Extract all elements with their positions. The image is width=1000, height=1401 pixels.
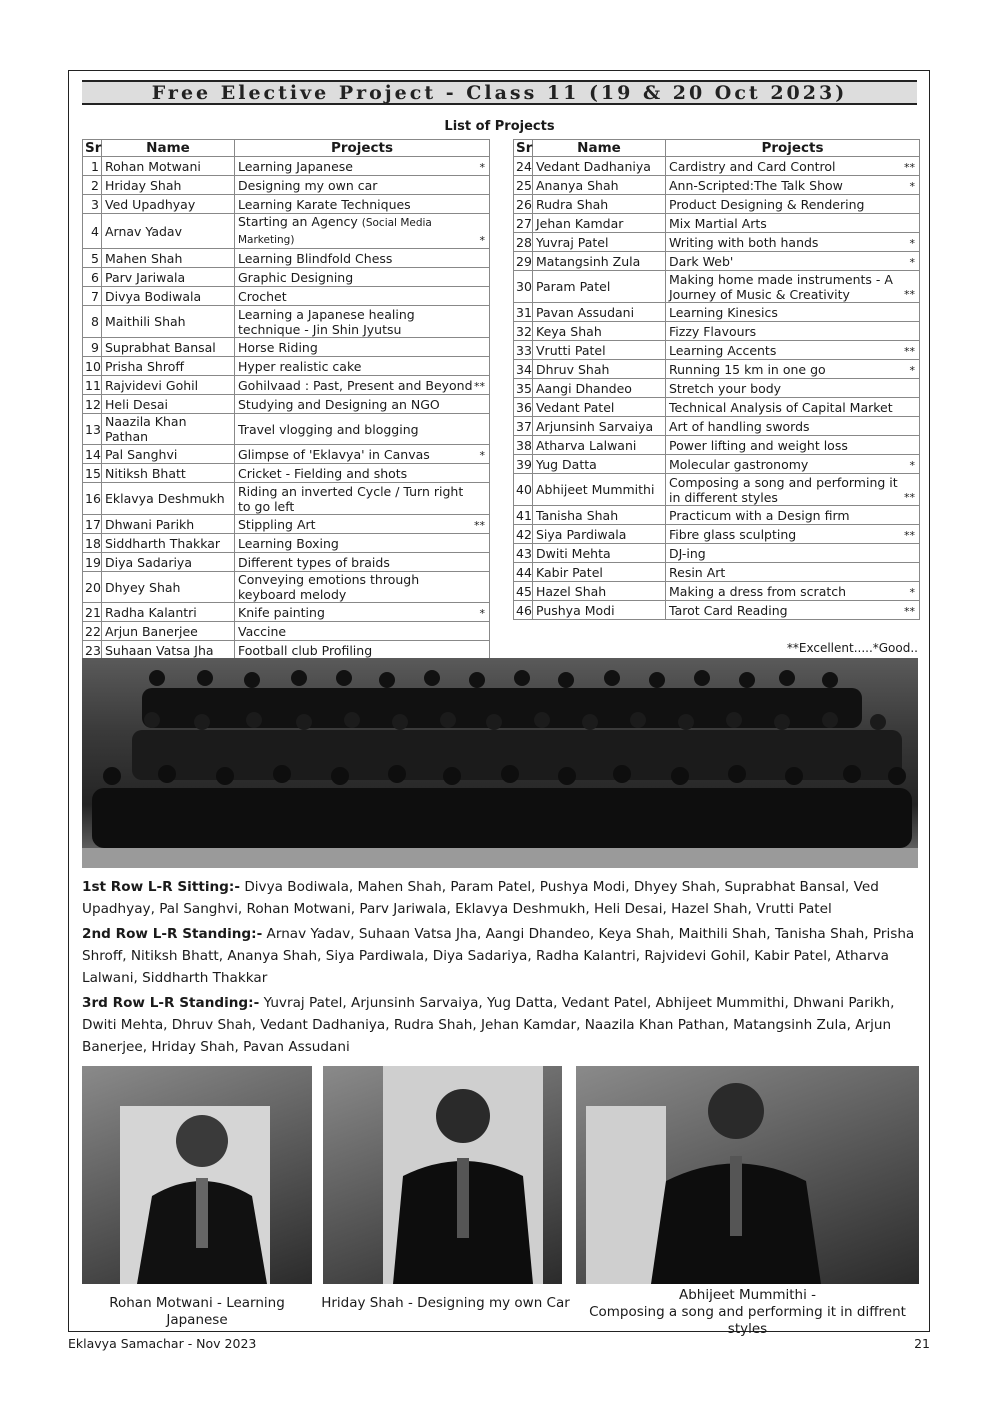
row-name: Rohan Motwani bbox=[102, 157, 235, 176]
row-name: Divya Bodiwala bbox=[102, 287, 235, 306]
row-project bbox=[666, 525, 920, 544]
row-project bbox=[235, 357, 490, 376]
project-text: Ann-Scripted:The Talk Show bbox=[669, 177, 843, 193]
row-name: Rajvidevi Gohil bbox=[102, 376, 235, 395]
table-row bbox=[83, 176, 490, 195]
project-text: Learning Accents bbox=[669, 342, 777, 358]
row-sr: 23 bbox=[83, 641, 102, 660]
page-title: Free Elective Project - Class 11 (19 & 20 Oct 2023) bbox=[151, 82, 848, 104]
row-name: Nitiksh Bhatt bbox=[102, 464, 235, 483]
row-sr: 5 bbox=[83, 249, 102, 268]
group-photo-figures bbox=[82, 658, 918, 868]
row-sr: 42 bbox=[514, 525, 533, 544]
row-name: Dhyey Shah bbox=[102, 572, 235, 603]
project-text: Dark Web' bbox=[669, 253, 734, 269]
row-sr: 6 bbox=[83, 268, 102, 287]
table-row bbox=[514, 379, 920, 398]
row-sr: 40 bbox=[514, 474, 533, 506]
row-project bbox=[666, 398, 920, 417]
table-row bbox=[514, 157, 920, 176]
rating-star: * bbox=[909, 364, 915, 377]
row-project bbox=[666, 601, 920, 620]
project-text: Glimpse of 'Eklavya' in Canvas bbox=[238, 446, 430, 462]
rating-star: * bbox=[479, 234, 485, 247]
row-name: Radha Kalantri bbox=[102, 603, 235, 622]
row-project bbox=[235, 268, 490, 287]
table-row bbox=[83, 641, 490, 660]
row-name: Kabir Patel bbox=[533, 563, 666, 582]
project-text: Molecular gastronomy bbox=[669, 456, 809, 472]
table-row bbox=[514, 252, 920, 271]
row-project bbox=[235, 553, 490, 572]
row-sr: 35 bbox=[514, 379, 533, 398]
row-project bbox=[666, 322, 920, 341]
table-row bbox=[83, 357, 490, 376]
row-project bbox=[666, 544, 920, 563]
rating-star: ** bbox=[904, 491, 915, 504]
row-sr: 26 bbox=[514, 195, 533, 214]
row-project bbox=[235, 445, 490, 464]
table-row bbox=[514, 474, 920, 506]
project-text: Stippling Art bbox=[238, 516, 316, 532]
row-project bbox=[235, 622, 490, 641]
photo-abhijeet bbox=[576, 1066, 919, 1284]
project-text: Travel vlogging and blogging bbox=[238, 421, 419, 437]
table-row bbox=[83, 287, 490, 306]
table-row bbox=[83, 572, 490, 603]
rating-legend: **Excellent.....*Good.. bbox=[786, 641, 918, 655]
project-text: Riding an inverted Cycle / Turn right to go left bbox=[238, 483, 464, 514]
project-text: Studying and Designing an NGO bbox=[238, 396, 440, 412]
project-text: Practicum with a Design firm bbox=[669, 507, 850, 523]
photo-rohan bbox=[82, 1066, 312, 1284]
row-sr: 46 bbox=[514, 601, 533, 620]
header-sr: Sr bbox=[83, 140, 102, 157]
row-sr: 19 bbox=[83, 553, 102, 572]
row-project bbox=[235, 338, 490, 357]
row-sr: 8 bbox=[83, 306, 102, 338]
header-name: Name bbox=[102, 140, 235, 157]
row-sr: 34 bbox=[514, 360, 533, 379]
row-name: Atharva Lalwani bbox=[533, 436, 666, 455]
table-row bbox=[83, 395, 490, 414]
row-name: Naazila Khan Pathan bbox=[102, 414, 235, 445]
rating-star: * bbox=[479, 449, 485, 462]
row-name: Mahen Shah bbox=[102, 249, 235, 268]
list-heading: List of Projects bbox=[444, 119, 555, 134]
footer-publication: Eklavya Samachar - Nov 2023 bbox=[68, 1336, 257, 1351]
rating-star: * bbox=[479, 607, 485, 620]
row-name: Dwiti Mehta bbox=[533, 544, 666, 563]
row-project bbox=[235, 195, 490, 214]
row-name: Maithili Shah bbox=[102, 306, 235, 338]
table-row bbox=[83, 195, 490, 214]
project-text: Art of handling swords bbox=[669, 418, 810, 434]
project-text: Vaccine bbox=[238, 623, 287, 639]
caption-hriday: Hriday Shah - Designing my own Car bbox=[321, 1295, 570, 1311]
table-row bbox=[83, 306, 490, 338]
row-project bbox=[235, 395, 490, 414]
project-text: Tarot Card Reading bbox=[669, 602, 788, 618]
row-project bbox=[235, 157, 490, 176]
table-row bbox=[83, 515, 490, 534]
project-text: Stretch your body bbox=[669, 380, 782, 396]
project-text: Different types of braids bbox=[238, 554, 390, 570]
project-text: Power lifting and weight loss bbox=[669, 437, 848, 453]
table-row bbox=[83, 553, 490, 572]
table-row bbox=[83, 338, 490, 357]
table-row bbox=[83, 464, 490, 483]
project-text: Crochet bbox=[238, 288, 287, 304]
row-sr: 4 bbox=[83, 214, 102, 249]
group-photo-names bbox=[82, 876, 924, 1061]
row-sr: 45 bbox=[514, 582, 533, 601]
row-name: Arjunsinh Sarvaiya bbox=[533, 417, 666, 436]
row-sr: 13 bbox=[83, 414, 102, 445]
table-row bbox=[514, 398, 920, 417]
table-row bbox=[83, 414, 490, 445]
project-text: Learning Boxing bbox=[238, 535, 339, 551]
row-name: Suhaan Vatsa Jha bbox=[102, 641, 235, 660]
row-name: Abhijeet Mummithi bbox=[533, 474, 666, 506]
row-name: Suprabhat Bansal bbox=[102, 338, 235, 357]
row-sr: 30 bbox=[514, 271, 533, 303]
row-name: Param Patel bbox=[533, 271, 666, 303]
project-text: Designing my own car bbox=[238, 177, 378, 193]
project-text: Cardistry and Card Control bbox=[669, 158, 836, 174]
row-sr: 20 bbox=[83, 572, 102, 603]
row-name: Siddharth Thakkar bbox=[102, 534, 235, 553]
photo-rohan-figure bbox=[82, 1066, 312, 1284]
row-project bbox=[666, 455, 920, 474]
row-project bbox=[666, 252, 920, 271]
row-project bbox=[235, 249, 490, 268]
project-text: Learning Japanese bbox=[238, 158, 353, 174]
row-name: Vedant Patel bbox=[533, 398, 666, 417]
row-sr: 28 bbox=[514, 233, 533, 252]
project-text: Learning a Japanese healing technique - Jin Shin Jyutsu bbox=[238, 306, 415, 337]
names-row-2: 2nd Row L-R Standing:- Arnav Yadav, Suhaan Vatsa Jha, Aangi Dhandeo, Keya Shah, Maithili Shah, Tanisha Shah, Prisha Shroff, Nitiksh Bhatt, Ananya Shah, Siya Pardiwala, Diya Sadariya, Radha Kalantri, Rajvidevi Gohil, Kabir Patel, Atharva Lalwani, Siddharth Thakkar bbox=[82, 926, 915, 986]
row-name: Vedant Dadhaniya bbox=[533, 157, 666, 176]
project-text: Composing a song and performing it in different styles bbox=[669, 474, 898, 505]
row-name: Matangsinh Zula bbox=[533, 252, 666, 271]
row-sr: 1 bbox=[83, 157, 102, 176]
row-project bbox=[666, 214, 920, 233]
rating-star: ** bbox=[904, 161, 915, 174]
names-row-1: 1st Row L-R Sitting:- Divya Bodiwala, Mahen Shah, Param Patel, Pushya Modi, Dhyey Shah, Suprabhat Bansal, Ved Upadhyay, Pal Sanghvi, Rohan Motwani, Parv Jariwala, Eklavya Deshmukh, Heli Desai, Hazel Shah, Vrutti Patel bbox=[82, 879, 879, 917]
table-row bbox=[514, 176, 920, 195]
rating-star: * bbox=[909, 586, 915, 599]
project-text: Resin Art bbox=[669, 564, 726, 580]
project-text: Product Designing & Rendering bbox=[669, 196, 865, 212]
row-name: Prisha Shroff bbox=[102, 357, 235, 376]
row-project bbox=[235, 414, 490, 445]
row-sr: 11 bbox=[83, 376, 102, 395]
table-row bbox=[514, 341, 920, 360]
row-project bbox=[235, 534, 490, 553]
row-sr: 32 bbox=[514, 322, 533, 341]
project-text: Hyper realistic cake bbox=[238, 358, 362, 374]
row-sr: 22 bbox=[83, 622, 102, 641]
header-name: Name bbox=[533, 140, 666, 157]
row-sr: 18 bbox=[83, 534, 102, 553]
project-text: Cricket - Fielding and shots bbox=[238, 465, 408, 481]
caption-abhijeet: Abhijeet Mummithi - Composing a song and performing it in diffrent styles bbox=[589, 1287, 906, 1337]
table-row bbox=[514, 525, 920, 544]
row-project bbox=[666, 341, 920, 360]
rating-star: ** bbox=[904, 605, 915, 618]
table-row bbox=[514, 506, 920, 525]
row-project bbox=[666, 563, 920, 582]
table-row bbox=[514, 322, 920, 341]
row-name: Keya Shah bbox=[533, 322, 666, 341]
project-text: Making a dress from scratch bbox=[669, 583, 847, 599]
row-project bbox=[235, 376, 490, 395]
rating-star: ** bbox=[474, 380, 485, 393]
row-project bbox=[666, 582, 920, 601]
project-text: Football club Profiling bbox=[238, 642, 373, 658]
row-name: Ved Upadhyay bbox=[102, 195, 235, 214]
projects-table-right bbox=[513, 139, 920, 620]
row-name: Vrutti Patel bbox=[533, 341, 666, 360]
project-text: Technical Analysis of Capital Market bbox=[669, 399, 893, 415]
table-row bbox=[514, 544, 920, 563]
rating-star: * bbox=[909, 256, 915, 269]
row-sr: 39 bbox=[514, 455, 533, 474]
row-project bbox=[235, 483, 490, 515]
row-project bbox=[666, 157, 920, 176]
table-row bbox=[83, 214, 490, 249]
row-name: Rudra Shah bbox=[533, 195, 666, 214]
table-row bbox=[514, 360, 920, 379]
row-sr: 25 bbox=[514, 176, 533, 195]
table-row bbox=[83, 483, 490, 515]
row-sr: 15 bbox=[83, 464, 102, 483]
row-name: Jehan Kamdar bbox=[533, 214, 666, 233]
rating-star: ** bbox=[904, 288, 915, 301]
row-project bbox=[666, 303, 920, 322]
names-row-3: 3rd Row L-R Standing:- Yuvraj Patel, Arjunsinh Sarvaiya, Yug Datta, Vedant Patel, Abhijeet Mummithi, Dhwani Parikh, Dwiti Mehta, Dhruv Shah, Vedant Dadhaniya, Rudra Shah, Jehan Kamdar, Naazila Khan Pathan, Matangsinh Zula, Arjun Banerjee, Hriday Shah, Pavan Assudani bbox=[82, 995, 895, 1055]
table-row bbox=[514, 271, 920, 303]
rating-star: ** bbox=[904, 529, 915, 542]
row-sr: 37 bbox=[514, 417, 533, 436]
row-sr: 14 bbox=[83, 445, 102, 464]
photo-hriday-figure bbox=[323, 1066, 562, 1284]
row-project bbox=[235, 603, 490, 622]
row-name: Eklavya Deshmukh bbox=[102, 483, 235, 515]
project-text: Writing with both hands bbox=[669, 234, 819, 250]
row-sr: 12 bbox=[83, 395, 102, 414]
row-name: Dhruv Shah bbox=[533, 360, 666, 379]
table-row bbox=[514, 214, 920, 233]
project-text: Horse Riding bbox=[238, 339, 318, 355]
row-sr: 17 bbox=[83, 515, 102, 534]
table-row bbox=[514, 601, 920, 620]
table-row bbox=[514, 417, 920, 436]
row-name: Yuvraj Patel bbox=[533, 233, 666, 252]
row-sr: 7 bbox=[83, 287, 102, 306]
row-sr: 38 bbox=[514, 436, 533, 455]
row-sr: 16 bbox=[83, 483, 102, 515]
row-name: Hazel Shah bbox=[533, 582, 666, 601]
row-name: Yug Datta bbox=[533, 455, 666, 474]
row-name: Parv Jariwala bbox=[102, 268, 235, 287]
project-text: Learning Kinesics bbox=[669, 304, 778, 320]
row-sr: 41 bbox=[514, 506, 533, 525]
row-name: Siya Pardiwala bbox=[533, 525, 666, 544]
footer-page-number: 21 bbox=[914, 1336, 930, 1351]
rating-star: * bbox=[909, 180, 915, 193]
row-project bbox=[666, 417, 920, 436]
row-project bbox=[666, 360, 920, 379]
row-project bbox=[666, 506, 920, 525]
projects-table-left bbox=[82, 139, 490, 660]
table-row bbox=[514, 582, 920, 601]
row-sr: 29 bbox=[514, 252, 533, 271]
page-title-bar bbox=[82, 80, 917, 105]
row-project bbox=[666, 233, 920, 252]
project-text: Mix Martial Arts bbox=[669, 215, 767, 231]
photo-abhijeet-figure bbox=[576, 1066, 919, 1284]
caption-rohan: Rohan Motwani - Learning Japanese bbox=[109, 1295, 285, 1328]
row-name: Pushya Modi bbox=[533, 601, 666, 620]
row-name: Arnav Yadav bbox=[102, 214, 235, 249]
row-sr: 10 bbox=[83, 357, 102, 376]
project-note: (Social Media Marketing) bbox=[238, 217, 432, 246]
project-text: Knife painting bbox=[238, 604, 325, 620]
rating-star: * bbox=[909, 237, 915, 250]
row-project bbox=[235, 287, 490, 306]
table-row bbox=[514, 436, 920, 455]
table-row bbox=[83, 249, 490, 268]
table-row bbox=[514, 455, 920, 474]
table-row bbox=[514, 563, 920, 582]
table-row bbox=[83, 603, 490, 622]
row-sr: 27 bbox=[514, 214, 533, 233]
row-name: Arjun Banerjee bbox=[102, 622, 235, 641]
row-sr: 43 bbox=[514, 544, 533, 563]
table-row bbox=[514, 233, 920, 252]
row-project bbox=[666, 474, 920, 506]
table-row bbox=[514, 195, 920, 214]
row-project bbox=[666, 271, 920, 303]
header-projects: Projects bbox=[666, 140, 920, 157]
row-name: Pavan Assudani bbox=[533, 303, 666, 322]
row-name: Hriday Shah bbox=[102, 176, 235, 195]
project-text: Learning Blindfold Chess bbox=[238, 250, 393, 266]
row-project bbox=[235, 306, 490, 338]
row-project bbox=[235, 572, 490, 603]
project-text: Fibre glass sculpting bbox=[669, 526, 797, 542]
rating-star: ** bbox=[474, 519, 485, 532]
row-project bbox=[235, 214, 490, 249]
row-project bbox=[235, 515, 490, 534]
row-project bbox=[666, 176, 920, 195]
row-name: Heli Desai bbox=[102, 395, 235, 414]
row-sr: 44 bbox=[514, 563, 533, 582]
row-sr: 9 bbox=[83, 338, 102, 357]
project-text: Starting an Agency bbox=[238, 214, 358, 229]
project-text: Running 15 km in one go bbox=[669, 361, 826, 377]
project-text: Fizzy Flavours bbox=[669, 323, 757, 339]
row-project bbox=[235, 176, 490, 195]
project-text: Gohilvaad : Past, Present and Beyond bbox=[238, 377, 473, 393]
row-project bbox=[666, 379, 920, 398]
row-project bbox=[666, 195, 920, 214]
row-project bbox=[235, 641, 490, 660]
table-row bbox=[83, 445, 490, 464]
header-projects: Projects bbox=[235, 140, 490, 157]
rating-star: * bbox=[909, 459, 915, 472]
row-name: Aangi Dhandeo bbox=[533, 379, 666, 398]
row-project bbox=[666, 436, 920, 455]
row-sr: 31 bbox=[514, 303, 533, 322]
table-row bbox=[83, 157, 490, 176]
row-name: Diya Sadariya bbox=[102, 553, 235, 572]
table-row bbox=[83, 622, 490, 641]
rating-star: ** bbox=[904, 345, 915, 358]
row-name: Dhwani Parikh bbox=[102, 515, 235, 534]
row-sr: 21 bbox=[83, 603, 102, 622]
row-name: Pal Sanghvi bbox=[102, 445, 235, 464]
table-row bbox=[514, 303, 920, 322]
table-row bbox=[83, 268, 490, 287]
project-text: Graphic Designing bbox=[238, 269, 354, 285]
row-sr: 33 bbox=[514, 341, 533, 360]
row-sr: 24 bbox=[514, 157, 533, 176]
row-sr: 3 bbox=[83, 195, 102, 214]
row-name: Ananya Shah bbox=[533, 176, 666, 195]
photo-hriday bbox=[323, 1066, 562, 1284]
table-row bbox=[83, 534, 490, 553]
rating-star: * bbox=[479, 161, 485, 174]
table-row bbox=[83, 376, 490, 395]
row-sr: 2 bbox=[83, 176, 102, 195]
project-text: DJ-ing bbox=[669, 545, 706, 561]
row-name: Tanisha Shah bbox=[533, 506, 666, 525]
header-sr: Sr bbox=[514, 140, 533, 157]
group-photo bbox=[82, 658, 918, 868]
project-text: Conveying emotions through keyboard melody bbox=[238, 572, 420, 602]
project-text: Learning Karate Techniques bbox=[238, 196, 411, 212]
project-text: Making home made instruments - A Journey of Music & Creativity bbox=[669, 271, 893, 302]
row-sr: 36 bbox=[514, 398, 533, 417]
row-project bbox=[235, 464, 490, 483]
